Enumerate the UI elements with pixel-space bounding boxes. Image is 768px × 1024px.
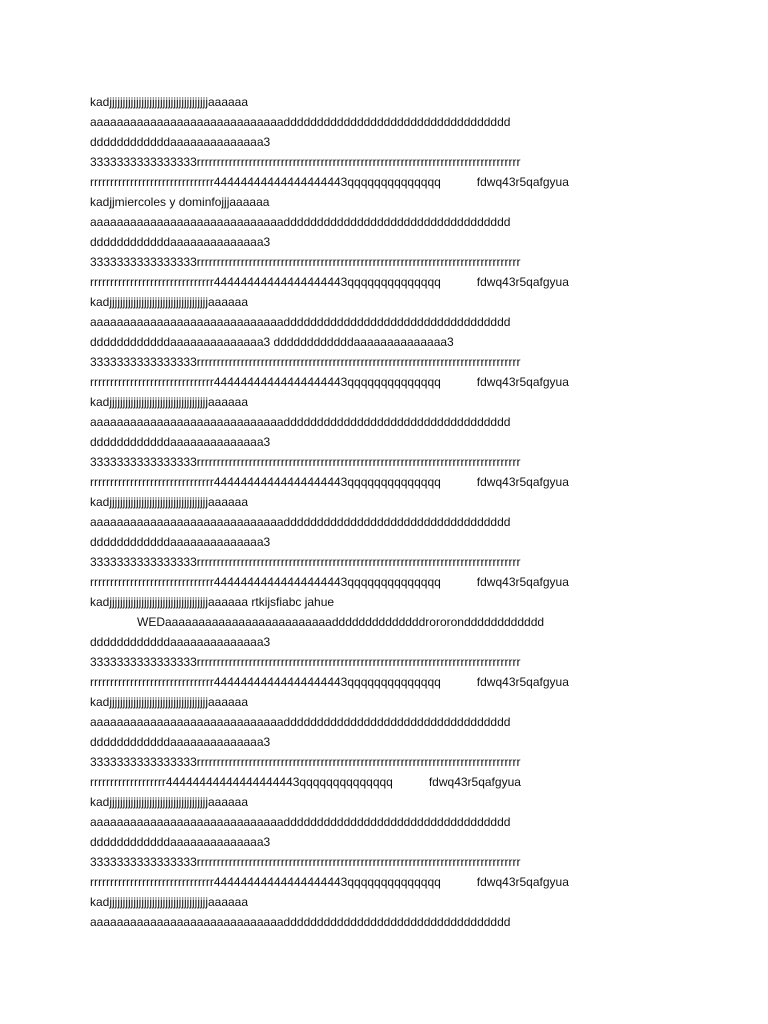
line-text: rrrrrrrrrrrrrrrrrrrrrrrrrrrrrrr44444444444444444443qqqqqqqqqqqqqq xyxy=(90,175,441,189)
line-text: rrrrrrrrrrrrrrrrrrrrrrrrrrrrrrr44444444444444444443qqqqqqqqqqqqqq xyxy=(90,675,441,689)
text-line xyxy=(90,312,690,332)
line-tail-text: fdwq43r5qafgyua xyxy=(476,475,569,489)
line-text: ddddddddddddaaaaaaaaaaaaaa3 xyxy=(90,535,271,549)
text-line xyxy=(90,832,690,852)
text-line xyxy=(90,592,690,612)
line-text: aaaaaaaaaaaaaaaaaaaaaaaaaaaaadddddddddddddddddddddddddddddddddd xyxy=(90,915,511,929)
text-line xyxy=(90,172,690,192)
text-line xyxy=(90,732,690,752)
line-text: ddddddddddddaaaaaaaaaaaaaa3 xyxy=(90,135,271,149)
line-text: 3333333333333333rrrrrrrrrrrrrrrrrrrrrrrrrrrrrrrrrrrrrrrrrrrrrrrrrrrrrrrrrrrrrrrrrrrrrrrrrrrrrrrrr xyxy=(90,255,521,269)
text-line xyxy=(90,132,690,152)
text-line xyxy=(90,272,690,292)
text-line xyxy=(90,792,690,812)
text-line xyxy=(90,812,690,832)
line-text: rrrrrrrrrrrrrrrrrrrrrrrrrrrrrrr44444444444444444443qqqqqqqqqqqqqq xyxy=(90,875,441,889)
line-text: rrrrrrrrrrrrrrrrrrr44444444444444444443qqqqqqqqqqqqqq xyxy=(90,775,393,789)
text-line xyxy=(90,352,690,372)
line-text: kadjjjjjjjjjjjjjjjjjjjjjjjjjjjjjjjjjjjjjaaaaaa xyxy=(90,695,249,709)
text-line xyxy=(90,112,690,132)
line-tail-text: fdwq43r5qafgyua xyxy=(476,375,569,389)
text-line xyxy=(90,852,690,872)
text-line xyxy=(90,772,690,792)
line-text: 3333333333333333rrrrrrrrrrrrrrrrrrrrrrrrrrrrrrrrrrrrrrrrrrrrrrrrrrrrrrrrrrrrrrrrrrrrrrrrrrrrrrrrr xyxy=(90,155,521,169)
text-line xyxy=(90,392,690,412)
line-text: aaaaaaaaaaaaaaaaaaaaaaaaaaaaadddddddddddddddddddddddddddddddddd xyxy=(90,315,511,329)
text-line xyxy=(90,372,690,392)
text-line xyxy=(90,632,690,652)
line-text: aaaaaaaaaaaaaaaaaaaaaaaaaaaaadddddddddddddddddddddddddddddddddd xyxy=(90,215,511,229)
line-text: ddddddddddddaaaaaaaaaaaaaa3 xyxy=(90,635,271,649)
line-text: ddddddddddddaaaaaaaaaaaaaa3 xyxy=(90,735,271,749)
line-text: ddddddddddddaaaaaaaaaaaaaa3 xyxy=(90,435,271,449)
line-text: aaaaaaaaaaaaaaaaaaaaaaaaaaaaadddddddddddddddddddddddddddddddddd xyxy=(90,715,511,729)
line-text: aaaaaaaaaaaaaaaaaaaaaaaaaaaaadddddddddddddddddddddddddddddddddd xyxy=(90,815,511,829)
line-text: 3333333333333333rrrrrrrrrrrrrrrrrrrrrrrrrrrrrrrrrrrrrrrrrrrrrrrrrrrrrrrrrrrrrrrrrrrrrrrrrrrrrrrrr xyxy=(90,655,521,669)
line-text: WEDaaaaaaaaaaaaaaaaaaaaaaaaaddddddddddddddrororondddddddddddd xyxy=(137,615,545,629)
text-line xyxy=(90,712,690,732)
text-line xyxy=(90,672,690,692)
line-text: kadjjjjjjjjjjjjjjjjjjjjjjjjjjjjjjjjjjjjjaaaaaa xyxy=(90,495,249,509)
line-text: kadjjjjjjjjjjjjjjjjjjjjjjjjjjjjjjjjjjjjjaaaaaa xyxy=(90,395,249,409)
line-text: ddddddddddddaaaaaaaaaaaaaa3 xyxy=(90,835,271,849)
text-line xyxy=(90,532,690,552)
line-text: kadjjjjjjjjjjjjjjjjjjjjjjjjjjjjjjjjjjjjjaaaaaa xyxy=(90,95,249,109)
line-text: ddddddddddddaaaaaaaaaaaaaa3 xyxy=(90,235,271,249)
text-line xyxy=(90,212,690,232)
line-text: 3333333333333333rrrrrrrrrrrrrrrrrrrrrrrrrrrrrrrrrrrrrrrrrrrrrrrrrrrrrrrrrrrrrrrrrrrrrrrrrrrrrrrrr xyxy=(90,755,521,769)
text-line xyxy=(90,232,690,252)
text-line xyxy=(90,652,690,672)
text-line xyxy=(90,512,690,532)
text-line xyxy=(90,292,690,312)
line-text: kadjjjjjjjjjjjjjjjjjjjjjjjjjjjjjjjjjjjjjaaaaaa xyxy=(90,295,249,309)
text-line xyxy=(90,452,690,472)
text-line xyxy=(90,412,690,432)
line-tail-text: fdwq43r5qafgyua xyxy=(476,175,569,189)
line-text: rrrrrrrrrrrrrrrrrrrrrrrrrrrrrrr44444444444444444443qqqqqqqqqqqqqq xyxy=(90,575,441,589)
line-text: kadjjjjjjjjjjjjjjjjjjjjjjjjjjjjjjjjjjjjjaaaaaa xyxy=(90,895,249,909)
text-line xyxy=(90,152,690,172)
text-line xyxy=(90,552,690,572)
line-text: ddddddddddddaaaaaaaaaaaaaa3 ddddddddddddaaaaaaaaaaaaaa3 xyxy=(90,335,454,349)
line-tail-text: fdwq43r5qafgyua xyxy=(476,675,569,689)
text-line xyxy=(90,872,690,892)
text-line xyxy=(90,432,690,452)
text-line xyxy=(90,332,690,352)
line-text: aaaaaaaaaaaaaaaaaaaaaaaaaaaaadddddddddddddddddddddddddddddddddd xyxy=(90,515,511,529)
text-line xyxy=(90,752,690,772)
line-text: 3333333333333333rrrrrrrrrrrrrrrrrrrrrrrrrrrrrrrrrrrrrrrrrrrrrrrrrrrrrrrrrrrrrrrrrrrrrrrrrrrrrrrrr xyxy=(90,355,521,369)
line-tail-text: fdwq43r5qafgyua xyxy=(428,775,521,789)
text-line xyxy=(90,572,690,592)
document-body[interactable] xyxy=(90,92,690,932)
line-text: kadjjjjjjjjjjjjjjjjjjjjjjjjjjjjjjjjjjjjjaaaaaa rtkijsfiabc jahue xyxy=(90,595,335,609)
text-line xyxy=(90,492,690,512)
line-text: 3333333333333333rrrrrrrrrrrrrrrrrrrrrrrrrrrrrrrrrrrrrrrrrrrrrrrrrrrrrrrrrrrrrrrrrrrrrrrrrrrrrrrrr xyxy=(90,555,521,569)
text-line xyxy=(90,912,690,932)
text-line xyxy=(90,252,690,272)
line-text: kadjjjjjjjjjjjjjjjjjjjjjjjjjjjjjjjjjjjjjaaaaaa xyxy=(90,795,249,809)
line-text: 3333333333333333rrrrrrrrrrrrrrrrrrrrrrrrrrrrrrrrrrrrrrrrrrrrrrrrrrrrrrrrrrrrrrrrrrrrrrrrrrrrrrrrr xyxy=(90,455,521,469)
line-text: aaaaaaaaaaaaaaaaaaaaaaaaaaaaadddddddddddddddddddddddddddddddddd xyxy=(90,115,511,129)
line-text: 3333333333333333rrrrrrrrrrrrrrrrrrrrrrrrrrrrrrrrrrrrrrrrrrrrrrrrrrrrrrrrrrrrrrrrrrrrrrrrrrrrrrrrr xyxy=(90,855,521,869)
line-tail-text: fdwq43r5qafgyua xyxy=(476,275,569,289)
line-text: aaaaaaaaaaaaaaaaaaaaaaaaaaaaadddddddddddddddddddddddddddddddddd xyxy=(90,415,511,429)
text-line xyxy=(90,892,690,912)
text-line xyxy=(90,692,690,712)
line-tail-text: fdwq43r5qafgyua xyxy=(476,875,569,889)
text-line xyxy=(90,92,690,112)
line-text: rrrrrrrrrrrrrrrrrrrrrrrrrrrrrrr44444444444444444443qqqqqqqqqqqqqq xyxy=(90,475,441,489)
line-tail-text: fdwq43r5qafgyua xyxy=(476,575,569,589)
line-text: rrrrrrrrrrrrrrrrrrrrrrrrrrrrrrr44444444444444444443qqqqqqqqqqqqqq xyxy=(90,375,441,389)
line-text: kadjjmiercoles y dominfojjjaaaaaa xyxy=(90,195,270,209)
text-line xyxy=(90,472,690,492)
text-line xyxy=(90,612,690,632)
line-text: rrrrrrrrrrrrrrrrrrrrrrrrrrrrrrr44444444444444444443qqqqqqqqqqqqqq xyxy=(90,275,441,289)
text-line xyxy=(90,192,690,212)
